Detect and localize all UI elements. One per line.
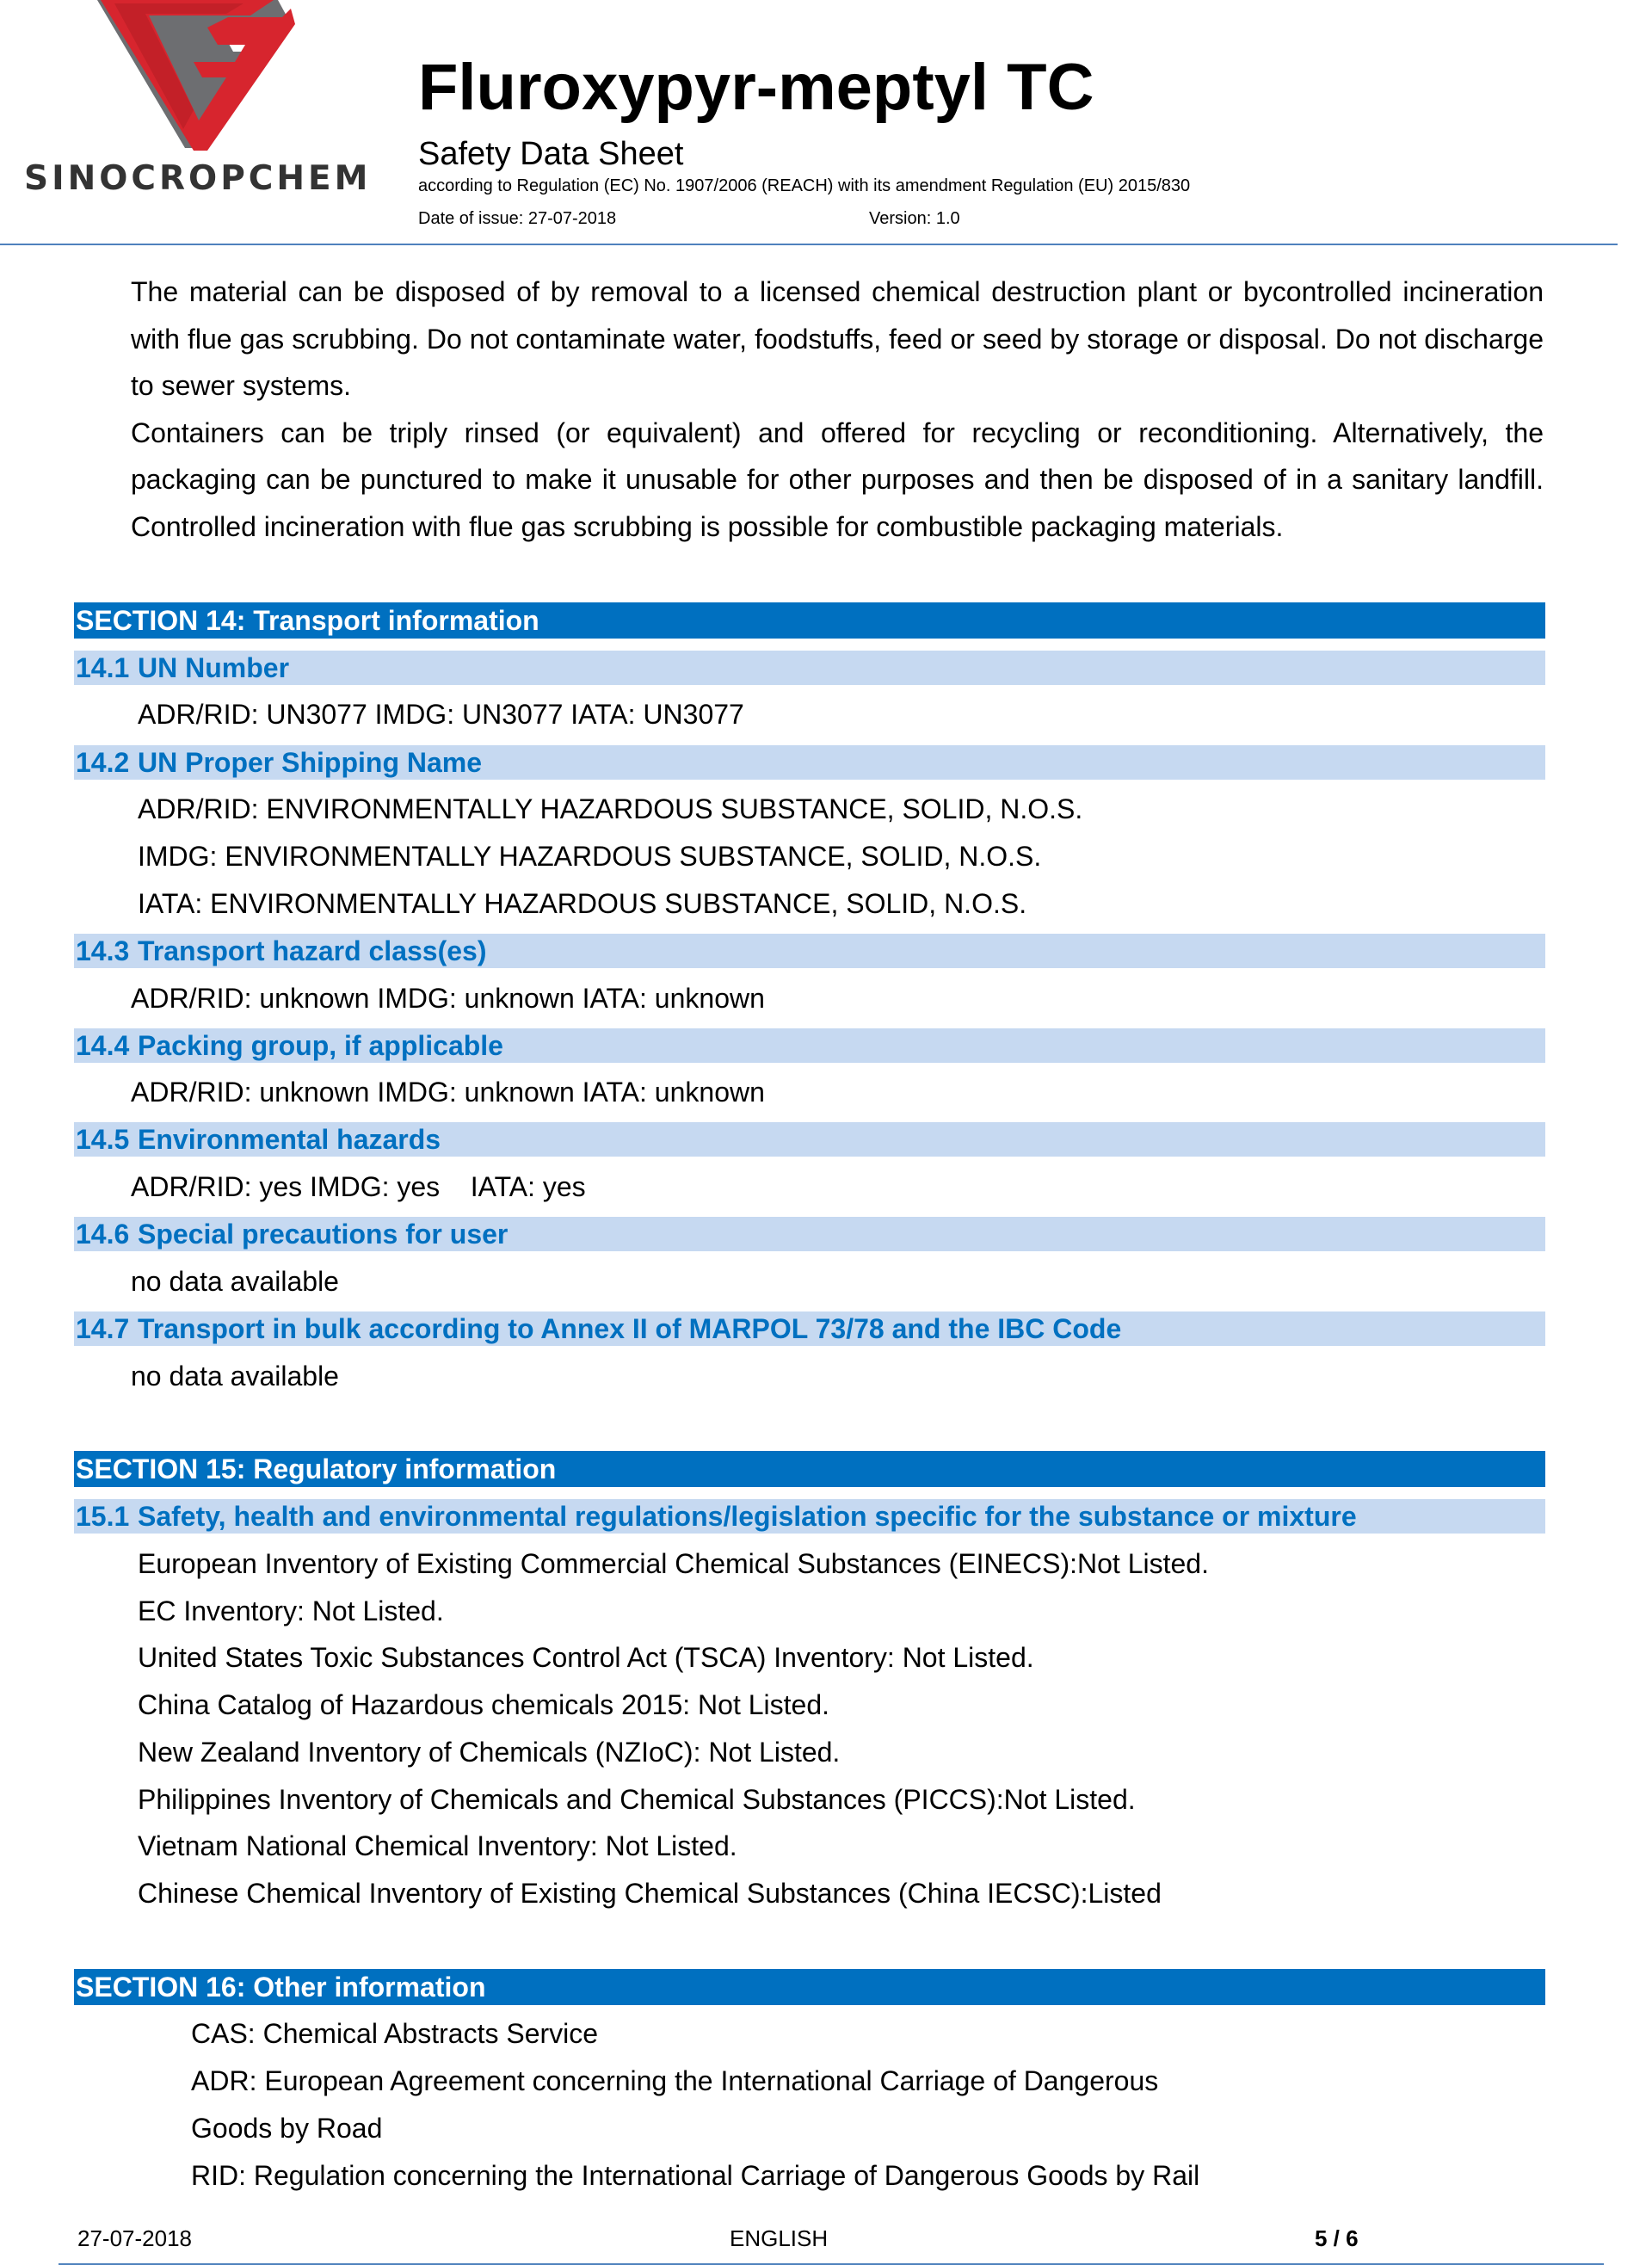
subsection-number: 14.1	[76, 652, 130, 683]
text-line: ADR: European Agreement concerning the International Carriage of Dangerous	[191, 2065, 1159, 2096]
footer-language: ENGLISH	[730, 2225, 829, 2251]
footer-date: 27-07-2018	[77, 2225, 192, 2251]
text-line: no data available	[131, 1266, 339, 1297]
paragraph: The material can be disposed of by removal to a licensed chemical destruction plant or bycontrolled incineration with flue gas scrubbing. Do not contaminate water, foodstuffs, feed or seed by storage or disposal. Do not discharge to sewer systems.	[131, 276, 1544, 401]
version: Version: 1.0	[869, 209, 960, 228]
page-number: 5 / 6	[1315, 2225, 1359, 2251]
subsection-title: Environmental hazards	[138, 1124, 441, 1155]
regulation-note: according to Regulation (EC) No. 1907/2006 (REACH) with its amendment Regulation (EU) 2015/830	[418, 176, 1191, 195]
text-line: Vietnam National Chemical Inventory: Not Listed.	[138, 1830, 737, 1861]
section-15-heading: SECTION 15: Regulatory information	[74, 1451, 1545, 1487]
header-divider	[0, 244, 1618, 245]
subsection-title: Packing group, if applicable	[138, 1030, 503, 1061]
text-line: ADR/RID: unknown IMDG: unknown IATA: unknown	[131, 983, 765, 1014]
subsection-title: Transport in bulk according to Annex II of MARPOL 73/78 and the IBC Code	[138, 1313, 1122, 1344]
date-of-issue: Date of issue: 27-07-2018	[418, 209, 617, 228]
subsection-number: 14.3	[76, 935, 130, 966]
text-line: IMDG: ENVIRONMENTALLY HAZARDOUS SUBSTANCE, SOLID, N.O.S.	[138, 841, 1042, 872]
text-line: ADR/RID: ENVIRONMENTALLY HAZARDOUS SUBSTANCE, SOLID, N.O.S.	[138, 793, 1083, 824]
subsection-15-1	[74, 1499, 1545, 1534]
subsection-title: Transport hazard class(es)	[138, 935, 487, 966]
text-line: EC Inventory: Not Listed.	[138, 1595, 444, 1626]
sinocropchem-logo-icon	[97, 0, 308, 151]
subsection-title: UN Number	[138, 652, 290, 683]
text-line: United States Toxic Substances Control Act (TSCA) Inventory: Not Listed.	[138, 1642, 1034, 1673]
subsection-number: 14.4	[76, 1030, 130, 1061]
text-line: ADR/RID: UN3077 IMDG: UN3077 IATA: UN3077	[138, 699, 744, 730]
text-line: Philippines Inventory of Chemicals and Chemical Substances (PICCS):Not Listed.	[138, 1784, 1136, 1815]
disposal-text	[131, 268, 1544, 550]
subsection-14-6	[74, 1217, 1545, 1251]
subsection-14-2	[74, 745, 1545, 780]
text-line: European Inventory of Existing Commercial Chemical Substances (EINECS):Not Listed.	[138, 1548, 1209, 1579]
text-line: Goods by Road	[191, 2113, 383, 2144]
text-line: ADR/RID: yes IMDG: yes IATA: yes	[131, 1171, 586, 1202]
section-16-heading: SECTION 16: Other information	[74, 1969, 1545, 2005]
subsection-number: 14.2	[76, 747, 130, 778]
text-line: Chinese Chemical Inventory of Existing Chemical Substances (China IECSC):Listed	[138, 1878, 1162, 1909]
document-title: Fluroxypyr-meptyl TC	[418, 51, 1094, 124]
subsection-title: UN Proper Shipping Name	[138, 747, 483, 778]
text-line: RID: Regulation concerning the International Carriage of Dangerous Goods by Rail	[191, 2160, 1200, 2191]
subsection-14-7	[74, 1311, 1545, 1346]
subsection-number: 14.5	[76, 1124, 130, 1155]
paragraph: Containers can be triply rinsed (or equivalent) and offered for recycling or reconditioning. Alternatively, the packaging can be punctured to make it unusable for other purposes and then be disposed of in a sanitary landfill. Controlled incineration with flue gas scrubbing is possible for combustible packaging materials.	[131, 417, 1544, 542]
text-line: China Catalog of Hazardous chemicals 2015: Not Listed.	[138, 1689, 829, 1720]
document-subtitle: Safety Data Sheet	[418, 136, 684, 172]
text-line: IATA: ENVIRONMENTALLY HAZARDOUS SUBSTANCE, SOLID, N.O.S.	[138, 888, 1027, 919]
text-line: no data available	[131, 1361, 339, 1392]
brand-name: SINOCROPCHEM	[24, 159, 372, 198]
text-line: CAS: Chemical Abstracts Service	[191, 2018, 599, 2049]
subsection-14-1	[74, 651, 1545, 685]
subsection-14-4	[74, 1028, 1545, 1063]
subsection-14-3	[74, 934, 1545, 968]
subsection-number: 15.1	[76, 1501, 130, 1532]
subsection-14-5	[74, 1122, 1545, 1157]
text-line: ADR/RID: unknown IMDG: unknown IATA: unknown	[131, 1077, 765, 1108]
subsection-number: 14.7	[76, 1313, 130, 1344]
subsection-title: Special precautions for user	[138, 1219, 509, 1250]
subsection-number: 14.6	[76, 1219, 130, 1250]
section-14-heading: SECTION 14: Transport information	[74, 602, 1545, 639]
subsection-title: Safety, health and environmental regulations/legislation specific for the substance or mixture	[138, 1501, 1357, 1532]
text-line: New Zealand Inventory of Chemicals (NZIoC): Not Listed.	[138, 1737, 841, 1768]
